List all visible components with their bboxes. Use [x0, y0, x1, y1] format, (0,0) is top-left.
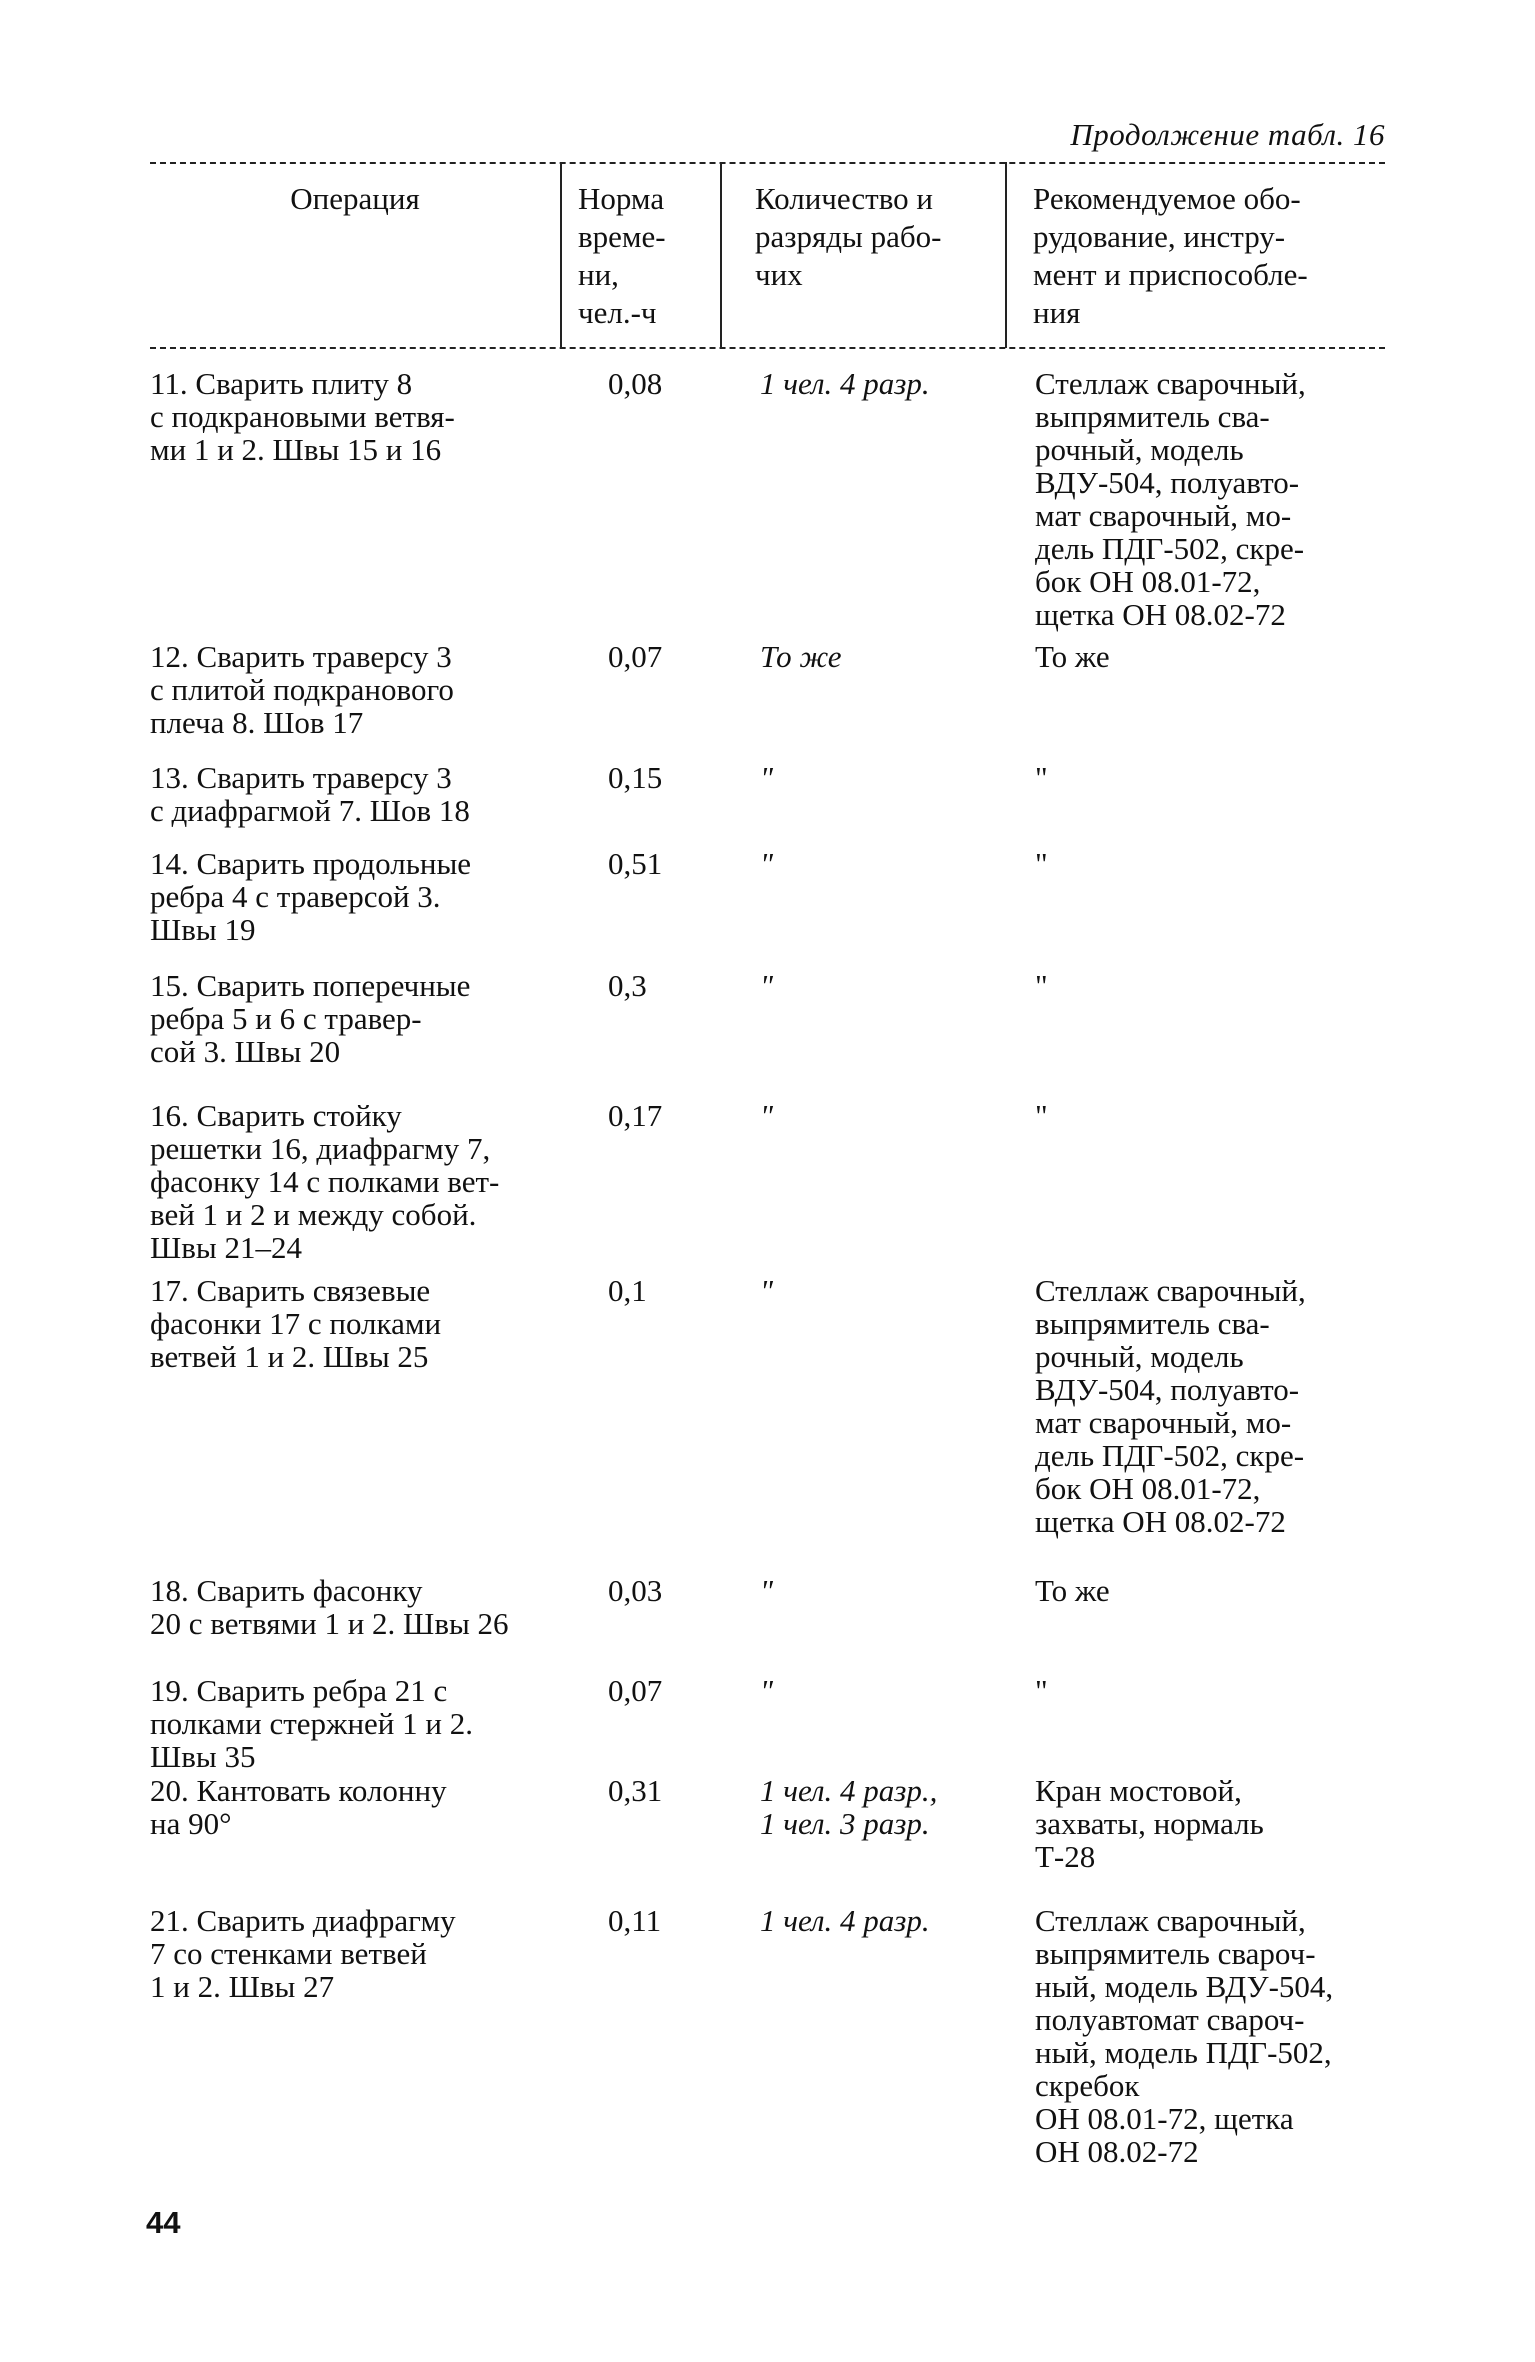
table-row: [150, 1774, 1385, 1904]
cell-workers: 1 чел. 4 разр.: [760, 366, 930, 401]
cell-equipment: Стеллаж сварочный, выпрямитель сва- рочный, модель ВДУ-504, полуавто- мат сварочный, мо- дель ПДГ-502, скре- бок ОН 08.01-72, щетка ОН 08.02-72: [1035, 366, 1306, 632]
cell-workers: ": [760, 760, 774, 795]
cell-equipment: То же: [1035, 1573, 1110, 1608]
cell-equipment: То же: [1035, 639, 1110, 674]
table-row: [150, 761, 1385, 847]
cell-equipment: ": [1035, 760, 1048, 795]
cell-workers: 1 чел. 4 разр.: [760, 1903, 930, 1938]
cell-norm: 0,11: [608, 1903, 662, 1938]
table-row: [150, 640, 1385, 761]
cell-norm: 0,15: [608, 760, 663, 795]
table-row: [150, 1674, 1385, 1774]
cell-operation: 20. Кантовать колонну на 90°: [150, 1773, 447, 1841]
header-norm: Норма време- ни, чел.-ч: [578, 181, 666, 330]
cell-norm: 0,17: [608, 1098, 663, 1133]
cell-operation: 15. Сварить поперечные ребра 5 и 6 с травер- сой 3. Швы 20: [150, 968, 471, 1069]
header-divider-2: [720, 162, 722, 348]
cell-workers: ": [760, 1573, 774, 1608]
header-workers: Количество и разряды рабо- чих: [755, 181, 942, 292]
cell-workers: То же: [760, 639, 842, 674]
cell-norm: 0,3: [608, 968, 647, 1003]
page-number: 44: [146, 2205, 181, 2240]
cell-operation: 16. Сварить стойку решетки 16, диафрагму 7, фасонку 14 с полками вет- вей 1 и 2 и между собой. Швы 21–24: [150, 1098, 500, 1265]
header-top-rule: [150, 162, 1385, 164]
cell-equipment: Стеллаж сварочный, выпрямитель свароч- ный, модель ВДУ-504, полуавтомат свароч- ный, модель ПДГ-502, скребок ОН 08.01-72, щетка ОН 08.02-72: [1035, 1903, 1334, 2169]
cell-workers: ": [760, 846, 774, 881]
table-row: [150, 1574, 1385, 1674]
cell-operation: 14. Сварить продольные ребра 4 с траверсой 3. Швы 19: [150, 846, 472, 947]
cell-workers: ": [760, 1673, 774, 1708]
header-operation: Операция: [290, 181, 420, 216]
cell-equipment: ": [1035, 846, 1048, 881]
header-divider-3: [1005, 162, 1007, 348]
cell-operation: 11. Сварить плиту 8 с подкрановыми ветвя- ми 1 и 2. Швы 15 и 16: [150, 366, 455, 467]
cell-operation: 18. Сварить фасонку 20 с ветвями 1 и 2. Швы 26: [150, 1573, 509, 1641]
cell-equipment: Стеллаж сварочный, выпрямитель сва- рочный, модель ВДУ-504, полуавто- мат сварочный, мо- дель ПДГ-502, скре- бок ОН 08.01-72, щетка ОН 08.02-72: [1035, 1273, 1306, 1539]
cell-workers: ": [760, 1098, 774, 1133]
cell-operation: 19. Сварить ребра 21 с полками стержней 1 и 2. Швы 35: [150, 1673, 473, 1774]
cell-norm: 0,08: [608, 366, 663, 401]
cell-operation: 13. Сварить траверсу 3 с диафрагмой 7. Шов 18: [150, 760, 470, 828]
cell-equipment: ": [1035, 1098, 1048, 1133]
cell-norm: 0,07: [608, 1673, 663, 1708]
cell-norm: 0,03: [608, 1573, 663, 1608]
cell-equipment: ": [1035, 1673, 1048, 1708]
cell-workers: ": [760, 1273, 774, 1308]
table-row: [150, 1099, 1385, 1274]
header-divider-1: [560, 162, 562, 348]
table-row: [150, 1274, 1385, 1574]
header-bottom-rule: [150, 347, 1385, 349]
cell-norm: 0,1: [608, 1273, 647, 1308]
table-caption: Продолжение табл. 16: [1070, 117, 1385, 152]
cell-operation: 12. Сварить траверсу 3 с плитой подкранового плеча 8. Шов 17: [150, 639, 454, 740]
cell-operation: 21. Сварить диафрагму 7 со стенками ветвей 1 и 2. Швы 27: [150, 1903, 456, 2004]
header-equipment: Рекомендуемое обо- рудование, инстру- мент и приспособле- ния: [1033, 181, 1308, 330]
cell-norm: 0,31: [608, 1773, 663, 1808]
cell-equipment: Кран мостовой, захваты, нормаль Т-28: [1035, 1773, 1264, 1874]
table-row: [150, 847, 1385, 969]
cell-norm: 0,51: [608, 846, 663, 881]
operations-table: [150, 367, 1385, 2168]
cell-equipment: ": [1035, 968, 1048, 1003]
table-row: [150, 969, 1385, 1099]
cell-norm: 0,07: [608, 639, 663, 674]
table-row: [150, 367, 1385, 640]
cell-operation: 17. Сварить связевые фасонки 17 с полками ветвей 1 и 2. Швы 25: [150, 1273, 442, 1374]
table-row: [150, 1904, 1385, 2168]
cell-workers: ": [760, 968, 774, 1003]
cell-workers: 1 чел. 4 разр., 1 чел. 3 разр.: [760, 1773, 938, 1841]
